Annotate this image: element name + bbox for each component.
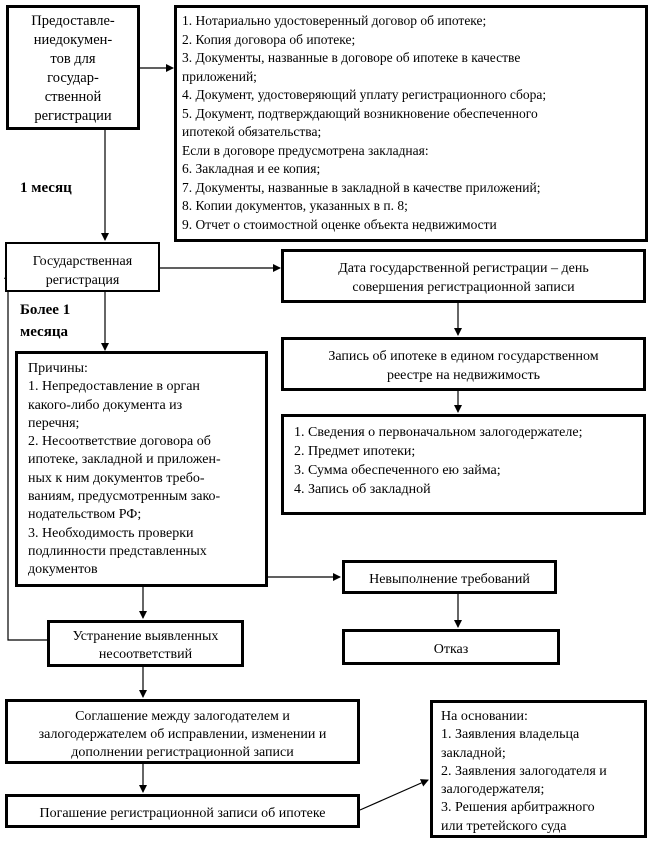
list-item: перечня; bbox=[28, 415, 80, 431]
provide-documents-box: Предоставле- ниедокумен- тов для государ- ственной регистрации bbox=[6, 5, 140, 130]
registration-date-box: Дата государственной регистрации – день совершения регистрационной записи bbox=[281, 249, 646, 303]
list-item: 7. Документы, названные в закладной в качестве приложений; bbox=[182, 179, 541, 195]
list-item: 3. Решения арбитражного bbox=[441, 800, 595, 816]
documents-list-box bbox=[174, 5, 648, 242]
list-item: закладной; bbox=[441, 745, 506, 761]
list-item: нодательством РФ; bbox=[28, 507, 142, 523]
list-item: приложений; bbox=[182, 68, 257, 84]
list-item: ипотеке, закладной и приложен- bbox=[28, 452, 221, 468]
list-item: ваниям, предусмотренным зако- bbox=[28, 489, 221, 505]
documents-list bbox=[182, 12, 645, 234]
list-item: 2. Предмет ипотеки; bbox=[294, 444, 416, 459]
list-item: 3. Необходимость проверки bbox=[28, 525, 194, 541]
arrow-repayment-to-grounds bbox=[360, 780, 428, 810]
agreement-box: Соглашение между залогодателем и залогодержателем об исправлении, изменении и дополнении регистрационной записи bbox=[5, 699, 360, 764]
grounds-list bbox=[441, 708, 644, 836]
list-item: какого-либо документа из bbox=[28, 397, 183, 413]
list-item: 4. Документ, удостоверяющий уплату регистрационного сбора; bbox=[182, 87, 547, 102]
list-item: 3. Сумма обеспеченного ею займа; bbox=[294, 463, 501, 478]
record-details-list bbox=[294, 423, 643, 499]
repayment-box: Погашение регистрационной записи об ипотеке bbox=[5, 794, 360, 828]
record-entry-box: Запись об ипотеке в едином государственном реестре на недвижимость bbox=[281, 337, 646, 391]
list-item: 1. Заявления владельца bbox=[441, 727, 580, 743]
non-compliance-box: Невыполнение требований bbox=[342, 560, 557, 594]
list-item: 9. Отчет о стоимостной оценке объекта недвижимости bbox=[182, 216, 497, 232]
more-than-month-label: Более 1 месяца bbox=[20, 302, 71, 340]
list-item: 1. Сведения о первоначальном залогодержателе; bbox=[294, 425, 583, 440]
list-item: 5. Документ, подтверждающий возникновение обеспеченного bbox=[182, 105, 538, 121]
list-item: 2. Копия договора об ипотеке; bbox=[182, 31, 356, 47]
list-item: подлинности представленных bbox=[28, 543, 207, 559]
list-item: документов bbox=[28, 562, 98, 578]
reasons-list bbox=[28, 360, 265, 580]
state-registration-box: Государственная регистрация bbox=[5, 242, 160, 292]
list-item: 2. Заявления залогодателя и bbox=[441, 763, 607, 779]
list-item: 1. Нотариально удостоверенный договор об ипотеке; bbox=[182, 13, 487, 28]
reasons-box bbox=[15, 351, 268, 587]
list-item: 4. Запись об закладной bbox=[294, 482, 431, 497]
list-item: ных к ним документов требо- bbox=[28, 470, 205, 486]
list-item: 3. Документы, названные в договоре об ипотеке в качестве bbox=[182, 50, 521, 65]
list-item: 8. Копии документов, указанных в п. 8; bbox=[182, 198, 408, 213]
refusal-box: Отказ bbox=[342, 629, 560, 665]
list-item: 1. Непредоставление в орган bbox=[28, 379, 200, 395]
list-item: Если в договоре предусмотрена закладная: bbox=[182, 142, 429, 158]
list-item: 6. Закладная и ее копия; bbox=[182, 161, 321, 176]
list-item: Причины: bbox=[28, 361, 88, 376]
elimination-box: Устранение выявленных несоответствий bbox=[47, 620, 244, 667]
record-details-box bbox=[281, 414, 646, 515]
list-item: залогодержателя; bbox=[441, 782, 545, 798]
list-item: ипотекой обязательства; bbox=[182, 124, 322, 139]
list-item: или третейского суда bbox=[441, 818, 567, 834]
list-item: На основании: bbox=[441, 709, 528, 724]
grounds-box bbox=[430, 700, 647, 838]
list-item: 2. Несоответствие договора об bbox=[28, 434, 211, 450]
one-month-label: 1 месяц bbox=[20, 180, 72, 196]
